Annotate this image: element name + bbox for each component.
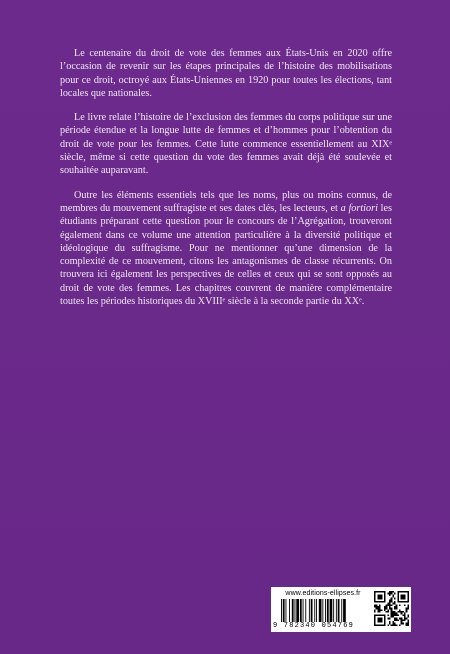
blurb-paragraph-3: Outre les éléments essentiels tels que les noms, plus ou moins connus, de membres du mouvement suffragiste et ses dates clés, les lecteurs, et a fortiori les étudiants préparant cette question pour le concours de l’Agrégation, trouveront également dans ce volume une attention particulière à la diversité politique et idéologique du suffragisme. Pour ne mentionner qu’une dimension de la complexité de ce mouvement, citons les antagonismes de classe récurrents. On trouvera ici également les perspectives de celles et ceux qui se sont opposés au droit de vote des femmes. Les chapitres couvrent de manière complémentaire toutes les périodes historiques du XVIIIᵉ siècle à la seconde partie du XXᵉ. [60, 189, 392, 308]
isbn-number: 9 782340 054769 [273, 622, 355, 630]
qr-code-icon [374, 591, 409, 626]
publisher-website: www.editions-ellipses.fr [285, 590, 361, 597]
blurb-text [60, 47, 392, 319]
barcode-panel [271, 587, 411, 632]
blurb-paragraph-2: Le livre relate l’histoire de l’exclusion des femmes du corps politique sur une période étendue et la longue lutte de femmes et d’hommes pour l’obtention du droit de vote pour les femmes. Cette lutte commence essentiellement au XIXᵉ siècle, même si cette question du vote des femmes avait déjà été soulevée et souhaitée auparavant. [60, 112, 392, 177]
isbn-barcode [281, 599, 369, 622]
blurb-paragraph-1: Le centenaire du droit de vote des femmes aux États-Unis en 2020 offre l’occasion de revenir sur les étapes principales de l’histoire des mobilisations pour ce droit, octroyé aux États-Uniennes en 1920 pour toutes les élections, tant locales que nationales. [60, 48, 392, 99]
italic-a-fortiori: a fortiori [340, 202, 378, 214]
